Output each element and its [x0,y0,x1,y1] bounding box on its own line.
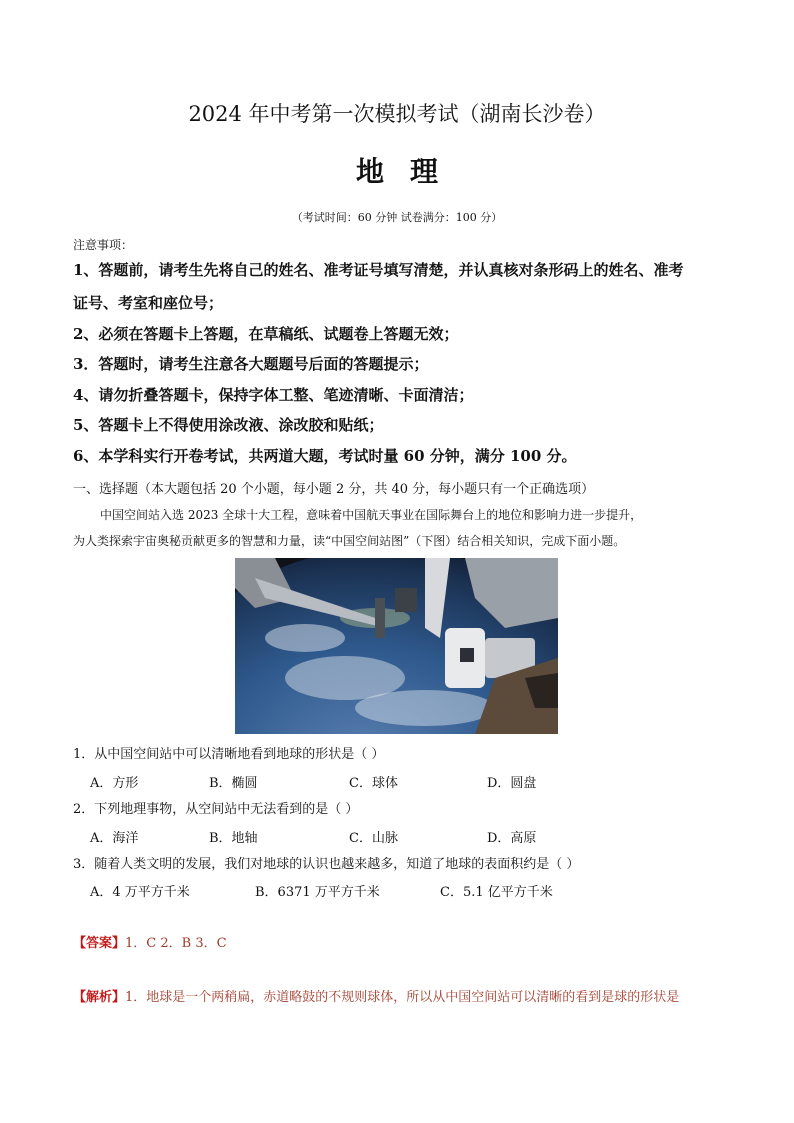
intro-paragraph-line: 为人类探索宇宙奥秘贡献更多的智慧和力量，读“中国空间站图”（下图）结合相关知识，完成下面小题。 [73,534,626,548]
question-1-stem: 1．从中国空间站中可以清晰地看到地球的形状是（ ） [73,747,385,762]
question-2-option-b: B．地轴 [209,831,258,846]
notice-heading: 注意事项： [73,238,134,252]
answer-line [73,932,227,951]
question-1-option-a: A．方形 [90,776,139,791]
question-2-option-c: C．山脉 [349,831,398,846]
question-2-option-a: A．海洋 [90,831,139,846]
analysis-text: 1．地球是一个两稍扁，赤道略鼓的不规则球体，所以从中国空间站可以清晰的看到是球的形状是 [125,990,680,1005]
question-3-stem: 3．随着人类文明的发展，我们对地球的认识也越来越多，知道了地球的表面积约是（ ） [73,857,580,872]
answer-tag: 【答案】 [73,936,126,951]
question-1-option-d: D．圆盘 [487,776,537,791]
notice-item: 5、答题卡上不得使用涂改液、涂改胶和贴纸； [73,416,384,434]
analysis-line [73,986,679,1005]
question-2-option-d: D．高原 [487,831,537,846]
section-heading: 一、选择题（本大题包括 20 个小题，每小题 2 分，共 40 分，每小题只有一个正确选项） [73,482,595,497]
answer-text: 1．C 2．B 3．C [125,936,227,951]
notice-item: 1、答题前，请考生先将自己的姓名、准考证号填写清楚，并认真核对条形码上的姓名、准考 [73,261,684,279]
question-3-option-c: C．5.1 亿平方千米 [440,885,553,900]
question-2-stem: 2．下列地理事物，从空间站中无法看到的是（ ） [73,802,359,817]
exam-title: 2024 年中考第一次模拟考试（湖南长沙卷） [188,102,606,126]
space-station-photo [235,558,558,734]
notice-item: 2、必须在答题卡上答题，在草稿纸、试题卷上答题无效； [73,325,459,343]
notice-item: 证号、考室和座位号； [73,294,224,312]
question-1-option-b: B．椭圆 [209,776,258,791]
exam-time-info: （考试时间：60 分钟 试卷满分：100 分） [291,211,503,224]
analysis-tag: 【解析】 [73,990,126,1005]
question-3-option-a: A．4 万平方千米 [90,885,190,900]
question-3-option-b: B．6371 万平方千米 [255,885,380,900]
subject-title: 地理 [355,155,464,188]
notice-item: 4、请勿折叠答题卡，保持字体工整、笔迹清晰、卡面清洁； [73,386,474,404]
question-1-option-c: C．球体 [349,776,398,791]
notice-item: 6、本学科实行开卷考试，共两道大题，考试时量 60 分钟，满分 100 分。 [73,447,577,465]
intro-paragraph-line: 中国空间站入选 2023 全球十大工程，意味着中国航天事业在国际舞台上的地位和影响力进一步提升， [100,508,643,522]
notice-item: 3．答题时，请考生注意各大题题号后面的答题提示； [73,355,429,373]
